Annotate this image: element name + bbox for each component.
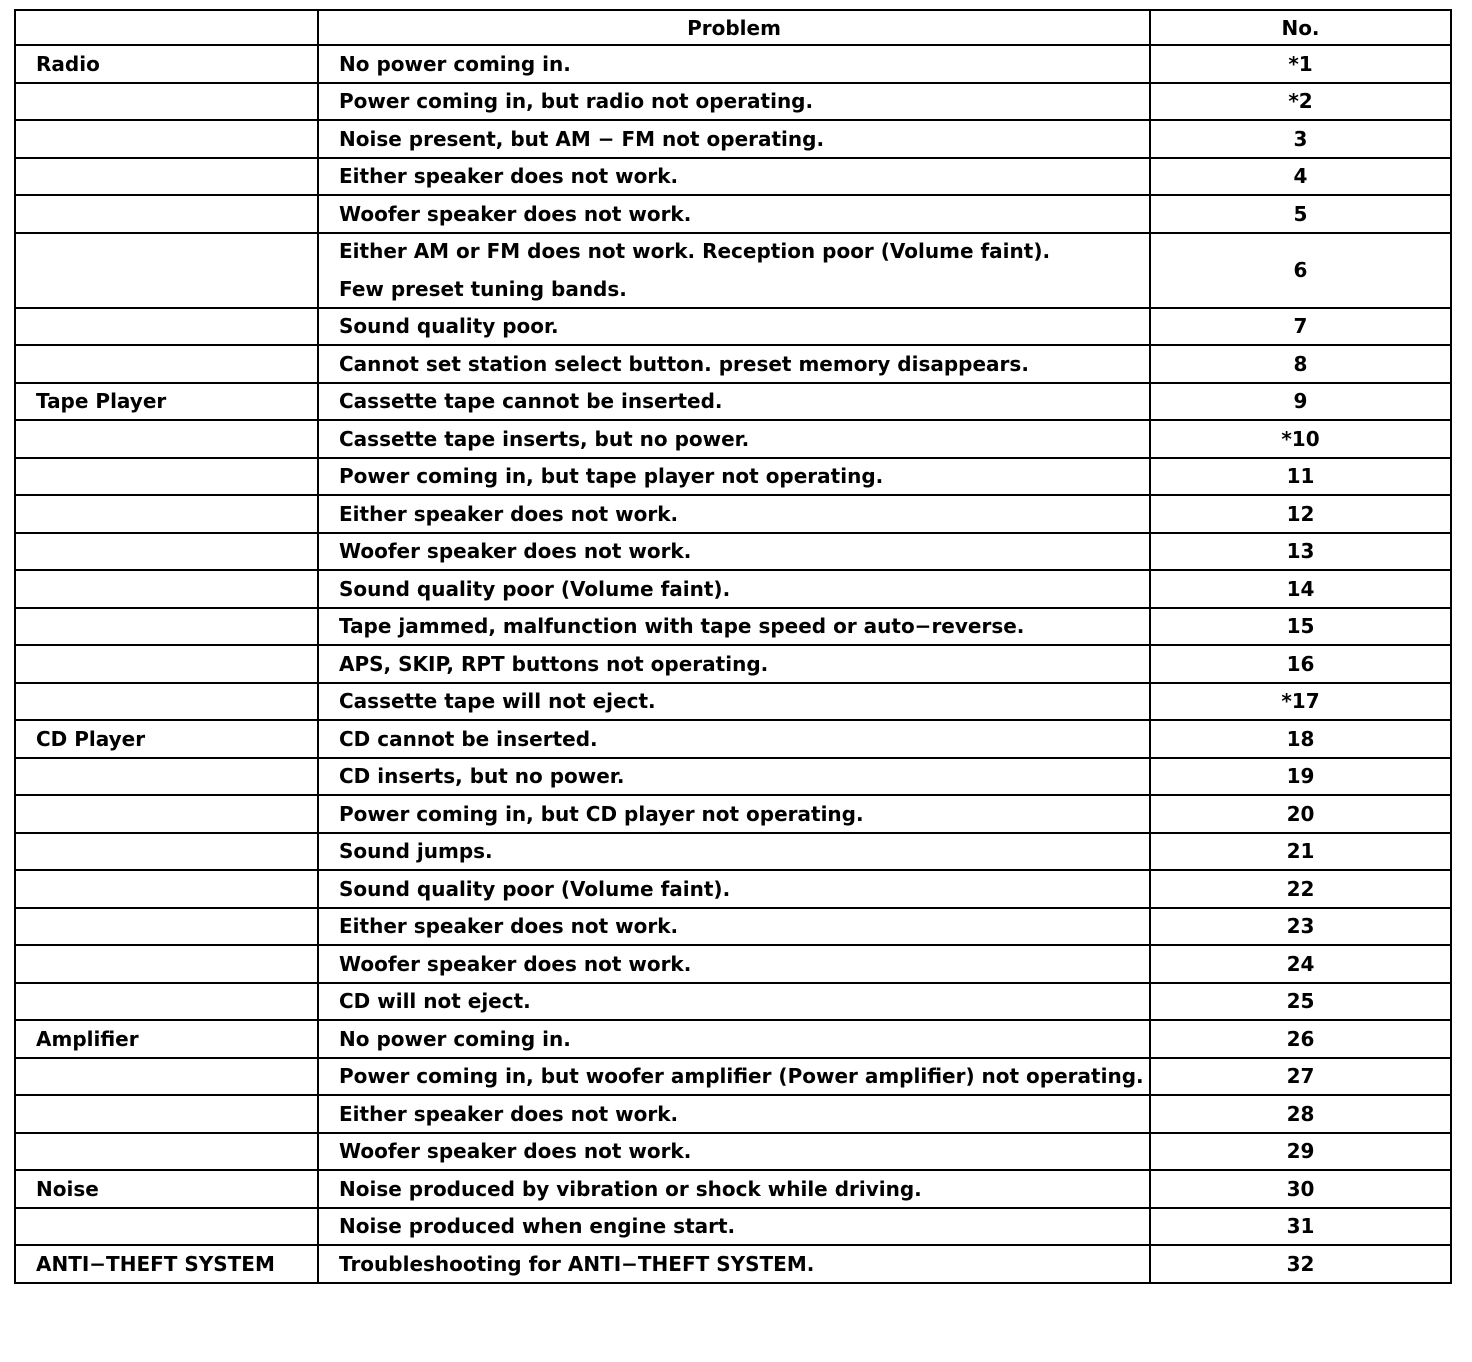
table-row bbox=[15, 945, 1451, 983]
problem-text: Either speaker does not work. bbox=[339, 1101, 679, 1126]
number-cell: 3 bbox=[1150, 120, 1451, 158]
problem-cell bbox=[318, 233, 1150, 308]
problem-text: Woofer speaker does not work. bbox=[339, 951, 692, 976]
category-cell bbox=[15, 833, 318, 871]
problem-cell bbox=[318, 795, 1150, 833]
category-cell: CD Player bbox=[15, 720, 318, 758]
problem-text: Power coming in, but radio not operating. bbox=[339, 89, 814, 114]
table-row bbox=[15, 645, 1451, 683]
category-cell bbox=[15, 945, 318, 983]
table-row bbox=[15, 908, 1451, 946]
table-row bbox=[15, 420, 1451, 458]
problem-cell bbox=[318, 758, 1150, 796]
header-problem: Problem bbox=[318, 10, 1150, 45]
problem-text: Either AM or FM does not work. Reception poor (Volume faint). bbox=[339, 239, 1051, 263]
table-body bbox=[15, 45, 1451, 1283]
table-row bbox=[15, 45, 1451, 83]
number-cell: 31 bbox=[1150, 1208, 1451, 1246]
table-row bbox=[15, 1020, 1451, 1058]
category-cell bbox=[15, 458, 318, 496]
table-row bbox=[15, 833, 1451, 871]
problem-cell bbox=[318, 570, 1150, 608]
number-cell: 7 bbox=[1150, 308, 1451, 346]
problem-text: Sound jumps. bbox=[339, 839, 493, 864]
number-cell: 15 bbox=[1150, 608, 1451, 646]
table-row bbox=[15, 1133, 1451, 1171]
number-cell: 6 bbox=[1150, 233, 1451, 308]
problem-cell bbox=[318, 158, 1150, 196]
problem-cell bbox=[318, 833, 1150, 871]
problem-cell bbox=[318, 870, 1150, 908]
number-cell: 5 bbox=[1150, 195, 1451, 233]
category-cell: Radio bbox=[15, 45, 318, 83]
table-row bbox=[15, 233, 1451, 308]
table-row bbox=[15, 458, 1451, 496]
number-cell: *2 bbox=[1150, 83, 1451, 121]
problem-text: Woofer speaker does not work. bbox=[339, 201, 692, 226]
problem-text: No power coming in. bbox=[339, 1026, 571, 1051]
problem-cell bbox=[318, 308, 1150, 346]
number-cell: 11 bbox=[1150, 458, 1451, 496]
header-no: No. bbox=[1150, 10, 1451, 45]
problem-text: Troubleshooting for ANTI−THEFT SYSTEM. bbox=[339, 1251, 815, 1276]
number-cell: 9 bbox=[1150, 383, 1451, 421]
number-cell: 20 bbox=[1150, 795, 1451, 833]
number-cell: *17 bbox=[1150, 683, 1451, 721]
problem-text: Either speaker does not work. bbox=[339, 501, 679, 526]
problem-cell bbox=[318, 983, 1150, 1021]
table-row bbox=[15, 795, 1451, 833]
problem-cell bbox=[318, 1245, 1150, 1283]
table-row bbox=[15, 983, 1451, 1021]
category-cell: Tape Player bbox=[15, 383, 318, 421]
number-cell: 13 bbox=[1150, 533, 1451, 571]
table-row bbox=[15, 608, 1451, 646]
troubleshooting-table bbox=[14, 9, 1452, 1284]
category-cell bbox=[15, 495, 318, 533]
category-cell bbox=[15, 233, 318, 308]
table-row bbox=[15, 120, 1451, 158]
problem-text: CD inserts, but no power. bbox=[339, 764, 625, 789]
category-cell bbox=[15, 83, 318, 121]
category-cell bbox=[15, 195, 318, 233]
number-cell: *1 bbox=[1150, 45, 1451, 83]
problem-cell bbox=[318, 1095, 1150, 1133]
number-cell: 22 bbox=[1150, 870, 1451, 908]
category-cell bbox=[15, 570, 318, 608]
problem-text: Power coming in, but tape player not operating. bbox=[339, 464, 884, 489]
category-cell bbox=[15, 345, 318, 383]
problem-text: Either speaker does not work. bbox=[339, 164, 679, 189]
table-row bbox=[15, 1058, 1451, 1096]
table-row bbox=[15, 1170, 1451, 1208]
table-row bbox=[15, 195, 1451, 233]
table-row bbox=[15, 1095, 1451, 1133]
problem-text: Noise produced by vibration or shock while driving. bbox=[339, 1176, 922, 1201]
problem-cell bbox=[318, 45, 1150, 83]
problem-text: Cassette tape will not eject. bbox=[339, 689, 656, 714]
problem-cell bbox=[318, 1208, 1150, 1246]
problem-cell bbox=[318, 345, 1150, 383]
problem-text: Cassette tape inserts, but no power. bbox=[339, 426, 750, 451]
category-cell bbox=[15, 870, 318, 908]
category-cell bbox=[15, 1095, 318, 1133]
problem-cell bbox=[318, 645, 1150, 683]
problem-text: CD will not eject. bbox=[339, 989, 531, 1014]
problem-cell bbox=[318, 495, 1150, 533]
problem-text: Cannot set station select button. preset memory disappears. bbox=[339, 351, 1029, 376]
table-row bbox=[15, 570, 1451, 608]
problem-text: Few preset tuning bands. bbox=[339, 277, 627, 301]
problem-cell bbox=[318, 1133, 1150, 1171]
table-row bbox=[15, 720, 1451, 758]
number-cell: 16 bbox=[1150, 645, 1451, 683]
category-cell bbox=[15, 533, 318, 571]
problem-text: CD cannot be inserted. bbox=[339, 726, 598, 751]
number-cell: 18 bbox=[1150, 720, 1451, 758]
category-cell bbox=[15, 983, 318, 1021]
problem-text: Sound quality poor (Volume faint). bbox=[339, 876, 731, 901]
table-row bbox=[15, 308, 1451, 346]
number-cell: 26 bbox=[1150, 1020, 1451, 1058]
number-cell: 32 bbox=[1150, 1245, 1451, 1283]
problem-cell bbox=[318, 720, 1150, 758]
header-row bbox=[15, 10, 1451, 45]
table-row bbox=[15, 533, 1451, 571]
problem-cell bbox=[318, 1020, 1150, 1058]
number-cell: 24 bbox=[1150, 945, 1451, 983]
number-cell: 29 bbox=[1150, 1133, 1451, 1171]
header-category bbox=[15, 10, 318, 45]
table-row bbox=[15, 870, 1451, 908]
problem-text: Sound quality poor (Volume faint). bbox=[339, 576, 731, 601]
problem-text: Noise present, but AM − FM not operating. bbox=[339, 126, 825, 151]
category-cell bbox=[15, 683, 318, 721]
category-cell bbox=[15, 1133, 318, 1171]
category-cell bbox=[15, 908, 318, 946]
number-cell: 30 bbox=[1150, 1170, 1451, 1208]
problem-cell bbox=[318, 120, 1150, 158]
problem-cell bbox=[318, 1170, 1150, 1208]
problem-cell bbox=[318, 458, 1150, 496]
category-cell bbox=[15, 758, 318, 796]
category-cell: ANTI−THEFT SYSTEM bbox=[15, 1245, 318, 1283]
table-row bbox=[15, 1245, 1451, 1283]
number-cell: 27 bbox=[1150, 1058, 1451, 1096]
category-cell bbox=[15, 120, 318, 158]
problem-text: Woofer speaker does not work. bbox=[339, 539, 692, 564]
problem-cell bbox=[318, 608, 1150, 646]
category-cell bbox=[15, 1208, 318, 1246]
problem-text: Noise produced when engine start. bbox=[339, 1214, 736, 1239]
problem-text: No power coming in. bbox=[339, 51, 571, 76]
problem-cell bbox=[318, 1058, 1150, 1096]
number-cell: 28 bbox=[1150, 1095, 1451, 1133]
problem-text: Woofer speaker does not work. bbox=[339, 1139, 692, 1164]
number-cell: 14 bbox=[1150, 570, 1451, 608]
table-row bbox=[15, 383, 1451, 421]
problem-cell bbox=[318, 383, 1150, 421]
table-row bbox=[15, 345, 1451, 383]
problem-cell bbox=[318, 908, 1150, 946]
problem-cell bbox=[318, 533, 1150, 571]
number-cell: 21 bbox=[1150, 833, 1451, 871]
number-cell: 23 bbox=[1150, 908, 1451, 946]
table-row bbox=[15, 1208, 1451, 1246]
problem-cell bbox=[318, 83, 1150, 121]
category-cell bbox=[15, 608, 318, 646]
problem-cell bbox=[318, 420, 1150, 458]
number-cell: 12 bbox=[1150, 495, 1451, 533]
problem-cell bbox=[318, 945, 1150, 983]
category-cell bbox=[15, 795, 318, 833]
problem-text: APS, SKIP, RPT buttons not operating. bbox=[339, 651, 769, 676]
category-cell bbox=[15, 308, 318, 346]
problem-text: Power coming in, but woofer amplifier (Power amplifier) not operating. bbox=[339, 1064, 1144, 1089]
table-row bbox=[15, 158, 1451, 196]
category-cell bbox=[15, 645, 318, 683]
problem-text: Tape jammed, malfunction with tape speed or auto−reverse. bbox=[339, 614, 1025, 639]
category-cell: Noise bbox=[15, 1170, 318, 1208]
table-row bbox=[15, 495, 1451, 533]
table-row bbox=[15, 83, 1451, 121]
number-cell: 25 bbox=[1150, 983, 1451, 1021]
problem-text: Power coming in, but CD player not operating. bbox=[339, 801, 864, 826]
category-cell bbox=[15, 420, 318, 458]
problem-cell bbox=[318, 683, 1150, 721]
number-cell: *10 bbox=[1150, 420, 1451, 458]
table-row bbox=[15, 683, 1451, 721]
problem-text: Cassette tape cannot be inserted. bbox=[339, 389, 723, 414]
number-cell: 8 bbox=[1150, 345, 1451, 383]
problem-cell bbox=[318, 195, 1150, 233]
problem-text: Either speaker does not work. bbox=[339, 914, 679, 939]
problem-text: Sound quality poor. bbox=[339, 314, 559, 339]
category-cell bbox=[15, 1058, 318, 1096]
category-cell bbox=[15, 158, 318, 196]
number-cell: 19 bbox=[1150, 758, 1451, 796]
category-cell: Amplifier bbox=[15, 1020, 318, 1058]
table-row bbox=[15, 758, 1451, 796]
number-cell: 4 bbox=[1150, 158, 1451, 196]
